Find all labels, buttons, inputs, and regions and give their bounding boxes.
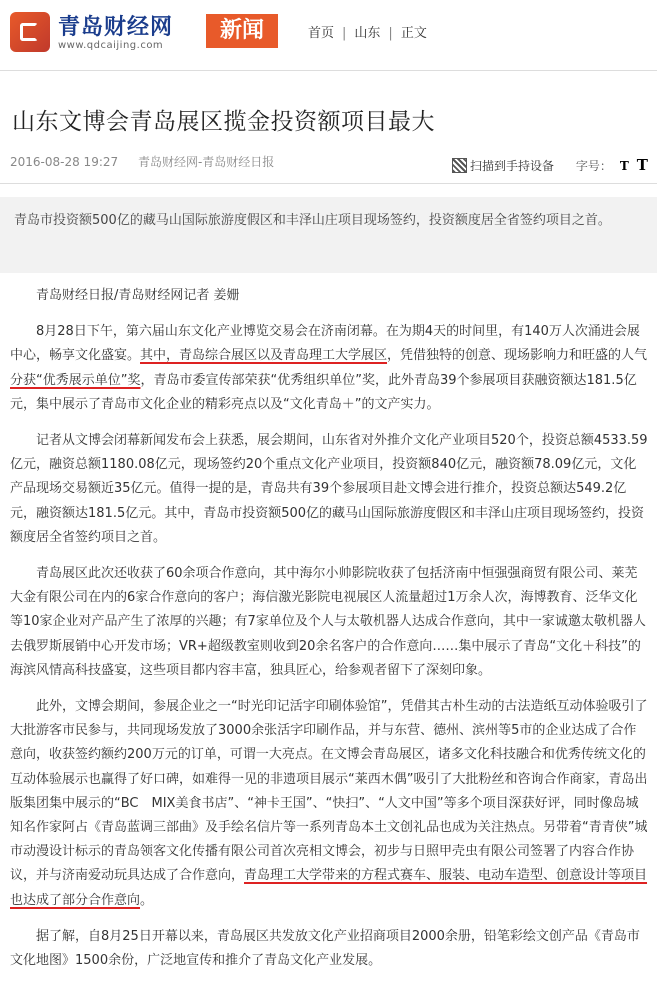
logo-mark-icon — [10, 12, 50, 52]
paragraph-1 — [0, 320, 657, 417]
header-divider — [0, 70, 657, 71]
paragraph-2: 记者从文博会闭幕新闻发布会上获悉，展会期间，山东省对外推介文化产业项目520个，投资总额4533.59亿元，融资总额1180.08亿元，现场签约20个重点文化产业项目，投资额840亿元，融资额78.09亿元，文化产品现场交易额近35亿元。值得一提的是，青岛共有39个参展项目赴文博会进行推介，投资总额达549.2亿元，融资额达181.5亿元。其中，青岛市投资额500亿的藏马山国际旅游度假区和丰泽山庄项目现场签约，投资额度居全省签约项目之首。 — [10, 433, 648, 545]
article-datetime: 2016-08-28 19:27 — [10, 155, 119, 169]
paragraph-4 — [0, 695, 657, 913]
article-meta — [10, 153, 274, 170]
scan-to-device-button[interactable] — [452, 159, 554, 173]
breadcrumb-current: 正文 — [400, 26, 427, 41]
logo-url: www.qdcaijing.com — [58, 40, 164, 51]
p1-text-a: 8月28日下午，第六届山东文化产业博览交易会在济南闭幕。在为期4天的时间里，有140万人次涌进会展中心，畅享文化盛宴。 — [10, 324, 640, 364]
meta-divider — [0, 183, 657, 184]
p4-highlight-b: 青岛理工大学带来的方程式赛车、服装、电动车造型、创意设计等项目也达成了部分合作意向 — [10, 868, 648, 908]
breadcrumb-home[interactable]: 首页 — [308, 26, 335, 41]
p1-text-c: ，凭借独特的创意、现场影响力和旺盛的人气 — [387, 348, 648, 364]
p1-highlight-b: 其中，青岛综合展区以及青岛理工大学展区 — [140, 348, 388, 364]
font-small-button[interactable]: T — [619, 159, 629, 173]
breadcrumb-separator-icon: | — [342, 26, 347, 41]
paragraph-3: 青岛展区此次还收获了60余项合作意向，其中海尔小帅影院收获了包括济南中恒强强商贸有限公司、莱芜大金有限公司在内的6家合作意向的客户；海信激光影院电视展区人流量超过1万余人次，海博教育、泛华文化等10家企业对产品产生了浓厚的兴趣；有7家单位及个人与太敬机器人达成合作意向，其中一家诚邀太敬机器人去俄罗斯展销中心开发市场；VR+超级教室则收到20余名客户的合作意向……集中展示了青岛“文化＋科技”的海滨风情高科技盛宴，这些项目都内容丰富，独具匠心，给参观者留下了深刻印象。 — [10, 566, 646, 678]
article-byline — [0, 284, 657, 308]
p1-text-e: ，青岛市委宣传部荣获“优秀组织单位”奖，此外青岛39个参展项目获融资额达181.5亿元，集中展示了青岛市文化企业的精彩亮点以及“文化青岛＋”的文产实力。 — [10, 372, 637, 412]
font-size-label: 字号： — [575, 159, 612, 173]
article-body — [0, 284, 657, 973]
section-badge[interactable]: 新闻 — [206, 14, 278, 48]
p1-highlight-d: 分获“优秀展示单位”奖 — [10, 372, 141, 388]
logo-name: 青岛财经网 — [58, 15, 174, 40]
qr-code-icon — [452, 158, 467, 173]
article-source[interactable]: 青岛财经网-青岛财经日报 — [137, 155, 275, 169]
article-title: 山东文博会青岛展区揽金投资额项目最大 — [12, 109, 435, 135]
p4-text-a: 此外，文博会期间，参展企业之一“时光印记活字印刷体验馆”，凭借其古朴生动的古法造纸互动体验吸引了大批游客市民参与，共同现场发放了3000余张活字印刷作品，并与东营、德州、滨州等5市的企业达成了合作意向，收获签约额约200万元的订单，可谓一大亮点。在文博会青岛展区，诸多文化科技融合和优秀传统文化的互动体验展示也赢得了好口碑，如难得一见的非遗项目展示“莱西木偶”吸引了大批粉丝和咨询合作商家，青岛出版集团集中展示的“BC MIX美食书店”、“神卡王国”、“快扫”、“人文中国”等多个项目深获好评，同时像岛城知名作家阿占《青岛蓝调三部曲》及手绘名信片等一系列青岛本土文创礼品也成为关注热点。另带着“青青侠”城市动漫设计标示的青岛领客文化传播有限公司首次亮相文博会，初步与日照甲壳虫有限公司签署了内容合作协议，并与济南爱动玩具达成了合作意向， — [10, 699, 648, 884]
breadcrumb-shandong[interactable]: 山东 — [354, 26, 381, 41]
article-tools — [452, 156, 648, 174]
site-header — [0, 0, 657, 60]
paragraph-5: 据了解，自8月25日开幕以来，青岛展区共发放文化产业招商项目2000余册，铅笔彩绘文创产品《青岛市文化地图》1500余份，广泛地宣传和推介了青岛文化产业发展。 — [10, 928, 640, 969]
scan-label: 扫描到手持设备 — [470, 159, 555, 173]
site-logo[interactable] — [10, 8, 190, 54]
breadcrumb-separator-icon: | — [388, 26, 393, 41]
p4-text-c: 。 — [140, 892, 154, 908]
font-size-control — [575, 156, 648, 174]
byline-text: 青岛财经日报/青岛财经网记者 姜姗 — [36, 288, 240, 303]
breadcrumb — [308, 22, 427, 41]
font-large-button[interactable]: T — [636, 156, 648, 174]
article-summary: 青岛市投资额500亿的藏马山国际旅游度假区和丰泽山庄项目现场签约，投资额度居全省签约项目之首。 — [0, 197, 657, 273]
